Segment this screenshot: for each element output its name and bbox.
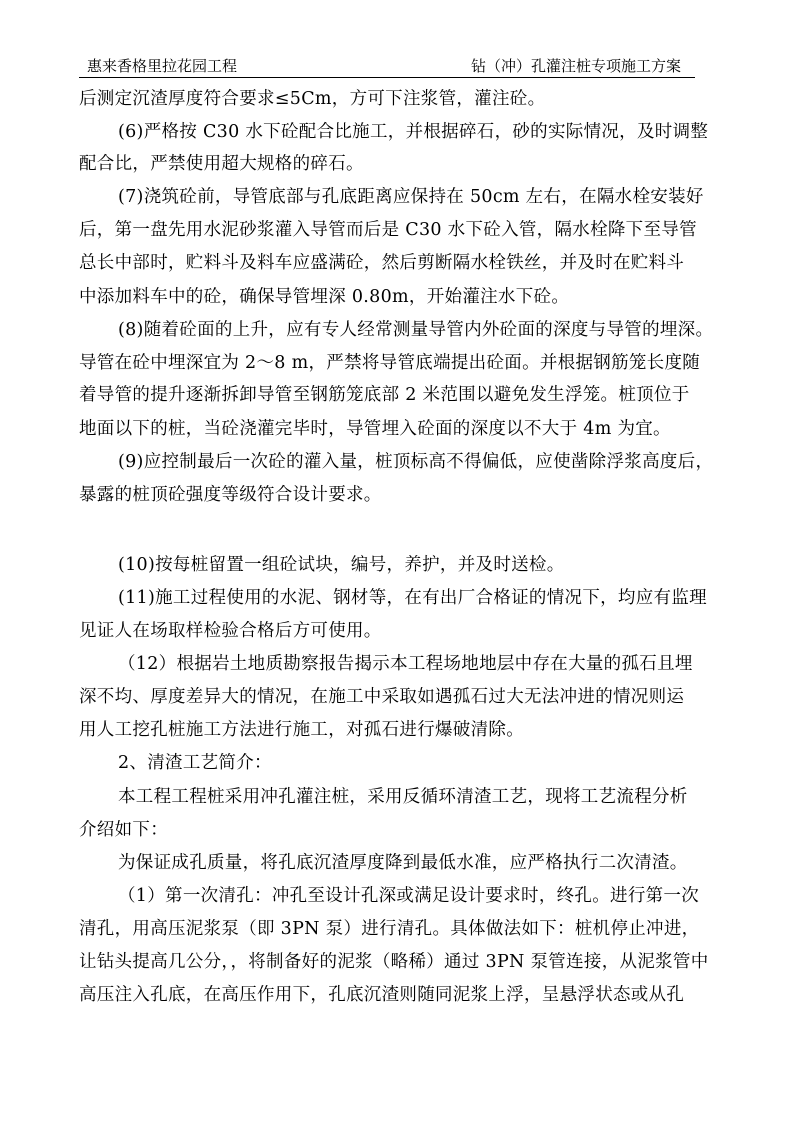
body-line: 中添加料车中的砼，确保导管埋深 0.80m，开始灌注水下砼。 (79, 287, 570, 307)
header-document-title: 钻（冲）孔灌注桩专项施工方案 (470, 57, 681, 75)
body-line: (8)随着砼面的上升，应有专人经常测量导管内外砼面的深度与导管的埋深。 (118, 320, 714, 340)
body-line: 暴露的桩顶砼强度等级符合设计要求。 (79, 485, 382, 505)
body-line: 后测定沉渣厚度符合要求≤5Cm，方可下注浆管，灌注砼。 (79, 89, 546, 109)
body-line: 后，第一盘先用水泥砂浆灌入导管而后是 C30 水下砼入管，隔水栓降下至导管 (79, 220, 697, 240)
section-heading: 2、清渣工艺简介： (118, 753, 272, 773)
body-line: 着导管的提升逐渐拆卸导管至钢筋笼底部 2 米范围以避免发生浮笼。桩顶位于 (79, 385, 690, 405)
body-line: 导管在砼中埋深宜为 2～8 m，严禁将导管底端提出砼面。并根据钢筋笼长度随 (79, 353, 701, 373)
body-line: (9)应控制最后一次砼的灌入量，桩顶标高不得偏低，应使凿除浮浆高度后， (118, 452, 714, 472)
body-line: 见证人在场取样检验合格后方可使用。 (79, 621, 382, 641)
body-line: 深不均、厚度差异大的情况，在施工中采取如遇孤石过大无法冲进的情况则运 (79, 687, 685, 707)
body-line: 地面以下的桩，当砼浇灌完毕时，导管埋入砼面的深度以不大于 4m 为宜。 (79, 419, 671, 439)
body-line: 为保证成孔质量，将孔底沉渣厚度降到最低水准，应严格执行二次清渣。 (118, 853, 688, 873)
body-line: 介绍如下： (79, 820, 168, 840)
body-line: (11)施工过程使用的水泥、钢材等，在有出厂合格证的情况下，均应有监理 (118, 588, 707, 608)
body-line: （1）第一次清孔：冲孔至设计孔深或满足设计要求时，终孔。进行第一次 (118, 886, 700, 906)
body-line: (7)浇筑砼前，导管底部与孔底距离应保持在 50cm 左右，在隔水栓安装好 (118, 187, 704, 207)
header-project-name: 惠来香格里拉花园工程 (87, 57, 238, 75)
body-line: 配合比，严禁使用超大规格的碎石。 (79, 154, 364, 174)
body-line: 用人工挖孔桩施工方法进行施工，对孤石进行爆破清除。 (79, 720, 524, 740)
body-line: 高压注入孔底，在高压作用下，孔底沉渣则随同泥浆上浮，呈悬浮状态或从孔 (79, 985, 685, 1005)
body-line: 本工程工程桩采用冲孔灌注桩，采用反循环清渣工艺，现将工艺流程分析 (118, 787, 688, 807)
body-line: 清孔，用高压泥浆泵（即 3PN 泵）进行清孔。具体做法如下：桩机停止冲进， (79, 919, 700, 939)
page-header (79, 55, 695, 78)
body-line: (10)按每桩留置一组砼试块，编号，养护，并及时送检。 (118, 555, 565, 575)
body-line: 让钻头提高几公分，，将制备好的泥浆（略稀）通过 3PN 泵管连接，从泥浆管中 (79, 952, 709, 972)
body-line: 总长中部时，贮料斗及料车应盛满砼，然后剪断隔水栓铁丝，并及时在贮料斗 (79, 253, 685, 273)
body-line: （12）根据岩土地质勘察报告揭示本工程场地地层中存在大量的孤石且埋 (118, 654, 693, 674)
body-line: (6)严格按 C30 水下砼配合比施工，并根据碎石，砂的实际情况，及时调整 (118, 122, 709, 142)
